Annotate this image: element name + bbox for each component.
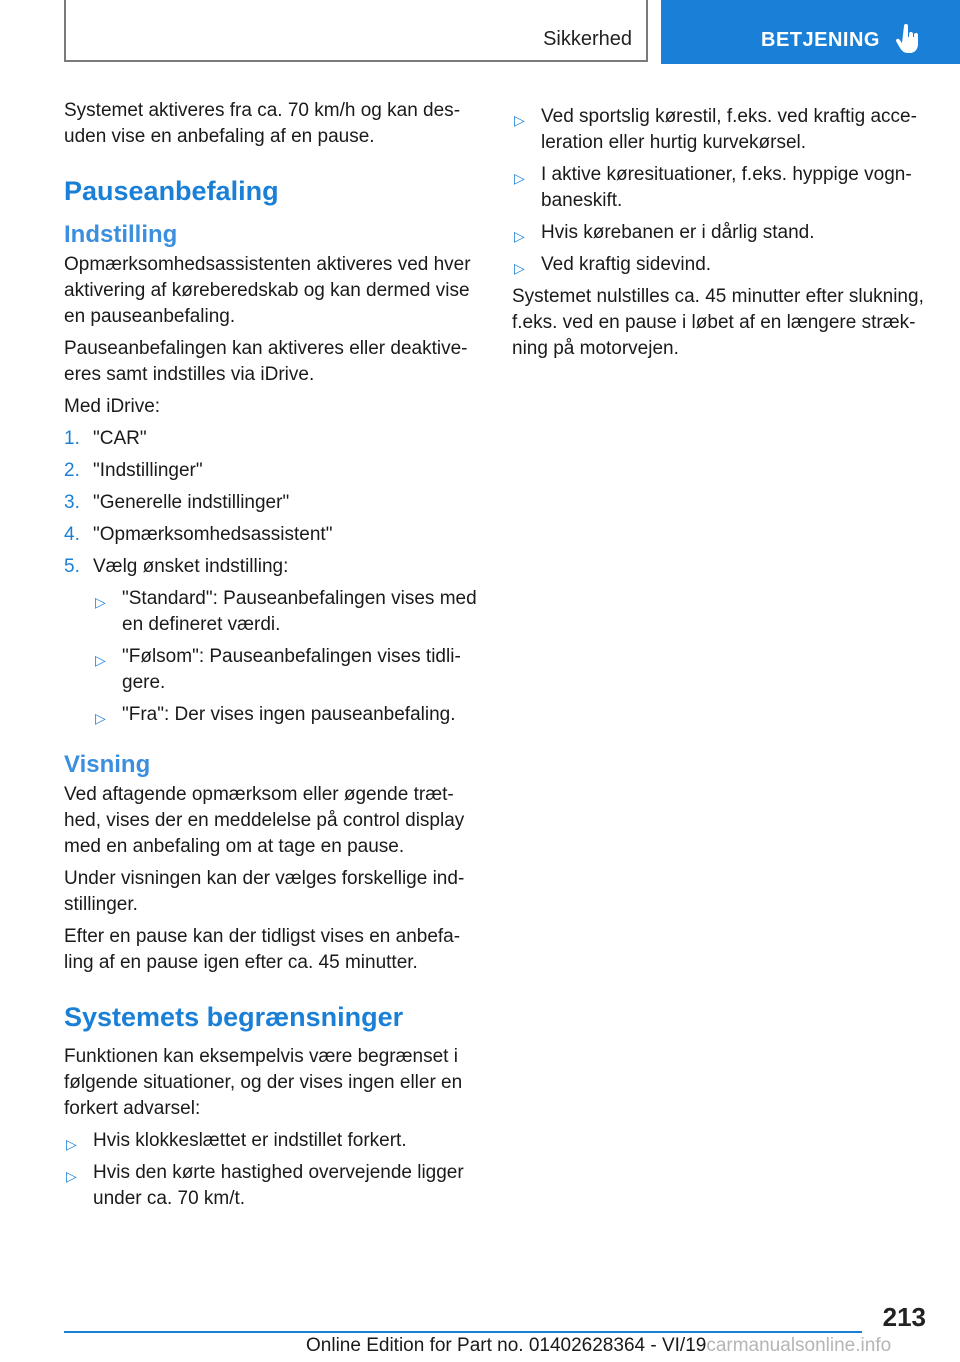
step-item: [64, 426, 480, 452]
limit-text: I aktive køresituationer, f.eks. hyppige vognbaneskift.: [541, 164, 912, 211]
step-text: "CAR": [93, 428, 147, 449]
edition-text: Online Edition for Part no. 01402628364 - VI/19: [306, 1335, 707, 1356]
limit-text: Ved kraftig sidevind.: [541, 254, 712, 275]
step-number: 4.: [64, 524, 80, 545]
limits-paragraph: Funktionen kan eksempelvis være begrænset i følgende situationer, og der vises ingen eller en forkert advarsel:: [64, 1046, 463, 1119]
limit-text: Ved sportslig kørestil, f.eks. ved kraftig acceleration eller hurtig kurvekørsel.: [541, 106, 917, 153]
display-paragraph-1: Ved aftagende opmærksom eller øgende træthed, vises der en meddelelse på control display med en anbefaling om at tage en pause.: [64, 784, 465, 857]
triangle-bullet-icon: ▷: [95, 594, 106, 610]
section-title: Sikkerhed: [543, 28, 632, 50]
triangle-bullet-icon: ▷: [95, 652, 106, 668]
footer-edition: [306, 1335, 891, 1357]
reset-paragraph: Systemet nulstilles ca. 45 minutter efter slukning, f.eks. ved en pause i løbet af en længere strækning på motorvejen.: [512, 286, 924, 359]
step-number: 1.: [64, 428, 80, 449]
step-item: [64, 554, 480, 728]
right-column: [512, 98, 932, 368]
heading-display: Visning: [64, 751, 151, 778]
step-text: Vælg ønsket indstilling:: [93, 556, 289, 577]
limit-text: Hvis klokkeslættet er indstillet forkert.: [93, 1130, 407, 1151]
header-section-box: [64, 0, 648, 62]
step-item: [64, 522, 480, 548]
step-number: 5.: [64, 556, 80, 577]
limit-text: Hvis den kørte hastighed overvejende ligger under ca. 70 km/t.: [93, 1162, 464, 1209]
limit-item: [512, 252, 932, 278]
triangle-bullet-icon: ▷: [66, 1168, 77, 1184]
heading-system-limits: Systemets begrænsninger: [64, 1002, 404, 1032]
watermark-text: carmanualsonline.info: [706, 1335, 892, 1356]
chapter-title: BETJENING: [761, 29, 880, 51]
limit-item: [64, 1160, 480, 1212]
setting-options: [93, 586, 480, 728]
limits-list-right: [512, 104, 932, 278]
limit-text: Hvis kørebanen er i dårlig stand.: [541, 222, 815, 243]
heading-setting: Indstilling: [64, 221, 178, 248]
step-number: 2.: [64, 460, 80, 481]
step-number: 3.: [64, 492, 80, 513]
heading-pause-recommendation: Pauseanbefaling: [64, 176, 279, 206]
limit-item: [64, 1128, 480, 1154]
setting-paragraph-1: Opmærksomhedsassistenten aktiveres ved hver aktivering af køreberedskab og kan dermed vise en pauseanbefaling.: [64, 254, 471, 327]
header-chapter-box: [661, 0, 960, 64]
left-column: [64, 98, 480, 1218]
option-text: "Standard": Pauseanbefalingen vises med en defineret værdi.: [122, 588, 477, 635]
setting-paragraph-2: Pauseanbefalingen kan aktiveres eller deaktiveeres samt indstilles via iDrive.: [64, 338, 468, 385]
triangle-bullet-icon: ▷: [66, 1136, 77, 1152]
triangle-bullet-icon: ▷: [514, 228, 525, 244]
page-number: 213: [882, 1302, 926, 1332]
pointing-hand-icon: [895, 24, 921, 54]
option-item: [93, 586, 480, 638]
triangle-bullet-icon: ▷: [514, 260, 525, 276]
option-item: [93, 644, 480, 696]
triangle-bullet-icon: ▷: [514, 112, 525, 128]
display-paragraph-2: Under visningen kan der vælges forskellige indstillinger.: [64, 868, 465, 915]
step-item: [64, 458, 480, 484]
option-item: [93, 702, 480, 728]
step-text: "Opmærksomhedsassistent": [93, 524, 333, 545]
option-text: "Fra": Der vises ingen pauseanbefaling.: [122, 704, 456, 725]
limit-item: [512, 162, 932, 214]
triangle-bullet-icon: ▷: [95, 710, 106, 726]
limit-item: [512, 220, 932, 246]
step-text: "Indstillinger": [93, 460, 203, 481]
step-item: [64, 490, 480, 516]
intro-paragraph: Systemet aktiveres fra ca. 70 km/h og kan desuden vise en anbefaling af en pause.: [64, 100, 461, 147]
idrive-steps: [64, 426, 480, 728]
triangle-bullet-icon: ▷: [514, 170, 525, 186]
display-paragraph-3: Efter en pause kan der tidligst vises en anbefaling af en pause igen efter ca. 45 minutter.: [64, 926, 461, 973]
limit-item: [512, 104, 932, 156]
limits-list-left: [64, 1128, 480, 1212]
footer-divider: [64, 1331, 862, 1333]
step-text: "Generelle indstillinger": [93, 492, 290, 513]
option-text: "Følsom": Pauseanbefalingen vises tidligere.: [122, 646, 461, 693]
setting-paragraph-3: Med iDrive:: [64, 396, 161, 417]
